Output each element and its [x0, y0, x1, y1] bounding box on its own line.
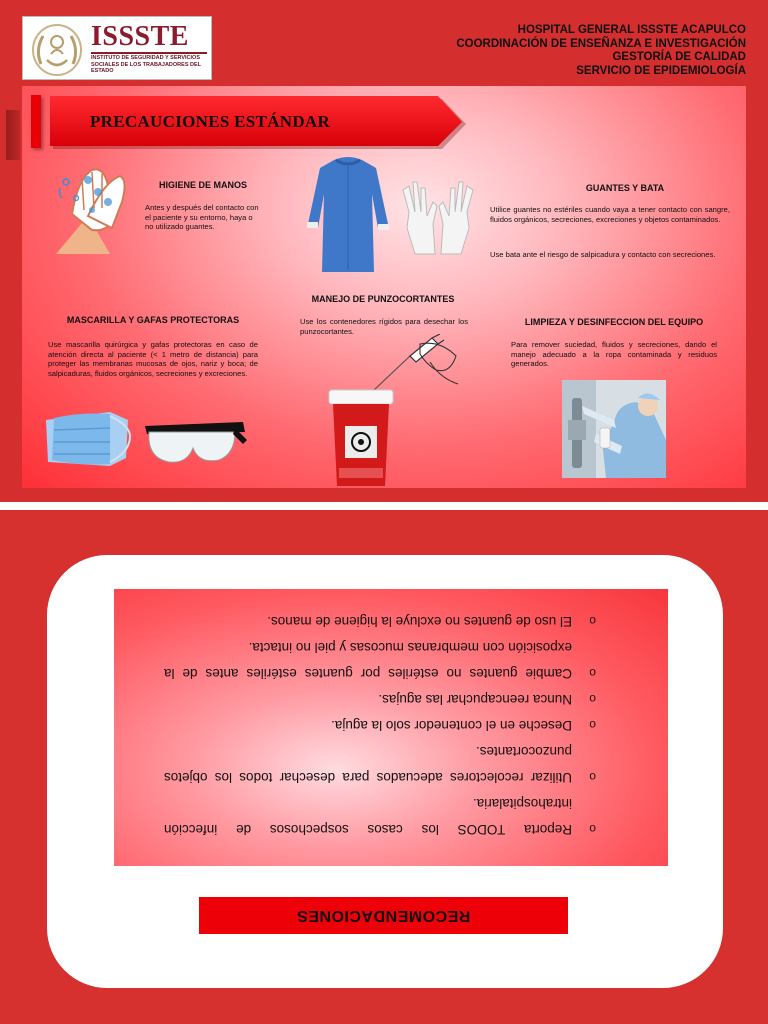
hand-hygiene-heading: HIGIENE DE MANOS — [158, 180, 247, 190]
tab-shadow — [6, 110, 20, 160]
header-line-epidemiology: SERVICIO DE EPIDEMIOLOGÍA — [576, 64, 746, 77]
logo-subtitle: INSTITUTO DE SEGURIDAD Y SERVICIOS SOCIALES DE LOS TRABAJADORES DEL ESTADO — [91, 55, 201, 74]
recommendation-item: o Nunca reencapuchar las agujas. — [164, 686, 596, 712]
recommendations-banner — [199, 897, 568, 934]
goggles-image — [143, 418, 247, 468]
recommendations-list — [114, 589, 668, 866]
gloves-text: Utilice guantes no estériles cuando vaya a tener contacto con sangre, fluidos orgánicos, secreciones, excreciones y objetos contaminados. — [490, 205, 730, 224]
mask-goggles-heading: MASCARILLA Y GAFAS PROTECTORAS — [66, 315, 240, 325]
recommendations-heading: RECOMENDACIONES — [296, 907, 471, 924]
surgical-gown-image — [306, 154, 390, 274]
mask-image — [44, 406, 132, 470]
recommendation-item: o Cambie guantes no estériles por guantes estériles antes de la exposición con membranas mucosas y piel no intacta. — [164, 634, 596, 686]
logo-rule — [91, 52, 207, 54]
sharps-container-image — [325, 388, 397, 488]
cleaning-heading: LIMPIEZA Y DESINFECCION DEL EQUIPO — [524, 317, 704, 327]
cleaning-text: Para remover suciedad, fluidos y secreciones, dando el manejo adecuado a la ropa contaminada y residuos generados. — [511, 340, 717, 368]
page-divider — [0, 502, 768, 510]
gown-text: Use bata ante el riesgo de salpicadura y contacto con secreciones. — [490, 250, 716, 259]
issste-logo — [22, 16, 212, 80]
hand-hygiene-text: Antes y después del contacto con el paciente y su entorno, haya o no utilizado guantes. — [145, 203, 259, 231]
gloves-gown-heading: GUANTES Y BATA — [585, 183, 665, 193]
recommendation-item: o Reporta TODOS los casos sospechosos de infección intrahospitalaria. — [164, 790, 596, 842]
recommendations-panel — [114, 589, 668, 866]
recommendation-item: o Utilizar recolectores adecuados para desechar todos los objetos punzocortantes. — [164, 738, 596, 790]
sharps-heading: MANEJO DE PUNZOCORTANTES — [311, 294, 455, 304]
issste-emblem-icon — [27, 20, 87, 78]
header-line-quality: GESTORÍA DE CALIDAD — [612, 51, 746, 63]
logo-name: ISSSTE — [91, 21, 189, 52]
recommendation-item: o El uso de guantes no excluye la higiene de manos. — [164, 608, 596, 634]
cleaning-photo — [562, 380, 666, 478]
page-title: PRECAUCIONES ESTÁNDAR — [90, 112, 331, 131]
recommendation-item: o Deseche en el contenedor solo la aguja. — [164, 712, 596, 738]
gloves-image — [393, 176, 483, 256]
syringe-image — [370, 334, 460, 394]
header-line-hospital: HOSPITAL GENERAL ISSSTE ACAPULCO — [517, 24, 746, 36]
title-left-bar — [31, 95, 41, 148]
hospital-header — [456, 24, 746, 78]
hand-washing-icon — [48, 158, 134, 258]
sharps-text: Use los contenedores rígidos para desechar los punzocortantes. — [300, 317, 468, 336]
header-line-coordination: COORDINACIÓN DE ENSEÑANZA E INVESTIGACIÓN — [456, 37, 746, 50]
mask-goggles-text: Use mascarilla quirúrgica y gafas protectoras en caso de atención directa al paciente (< 1 metro de distancia) para proteger las membranas mucosas de ojos, nariz y boca; de salpicaduras, fluidos orgánicos, secreciones y excreciones. — [48, 340, 258, 378]
